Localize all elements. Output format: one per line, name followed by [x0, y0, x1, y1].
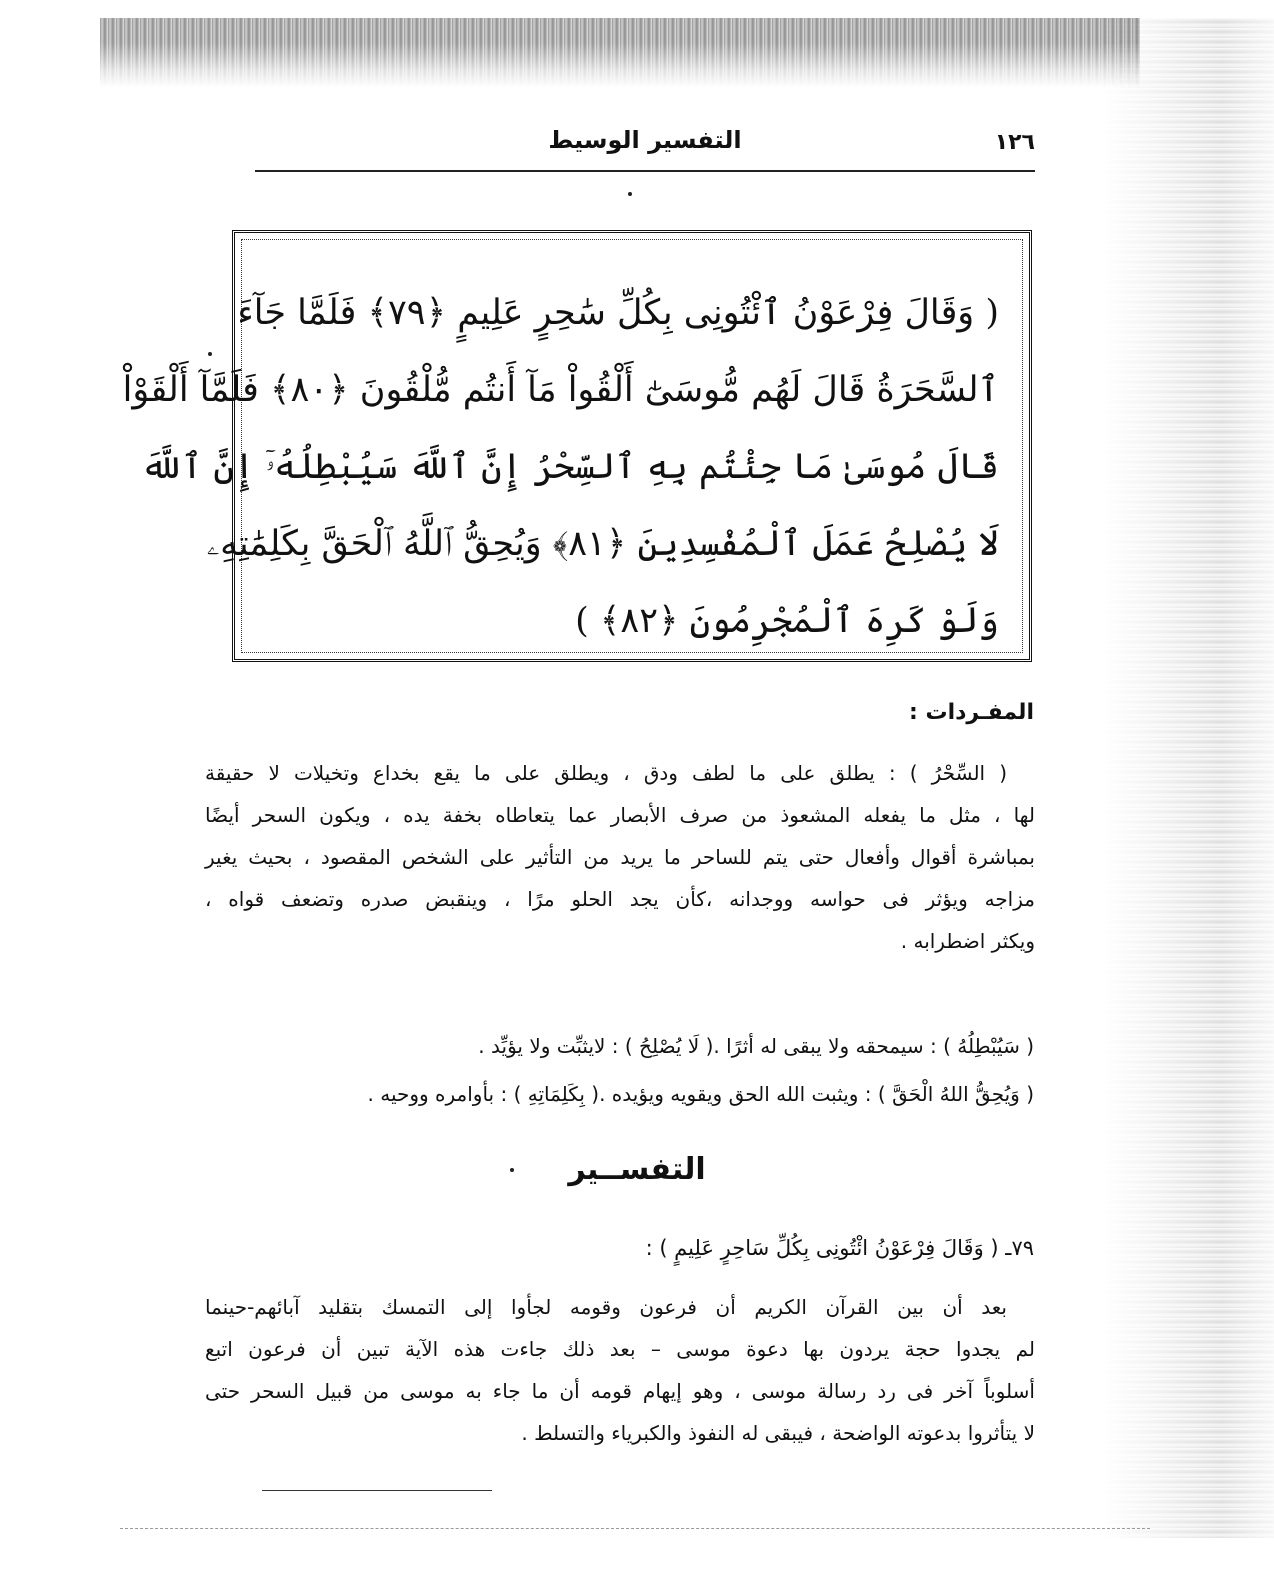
tafsir-paragraph [205, 1286, 1035, 1454]
paragraph-line: أسلوباً آخر فى رد رسالة موسى ، وهو إيهام قومه أن ما جاء به موسى من قبيل السحر حتى [205, 1379, 1035, 1403]
footnote-rule [262, 1490, 492, 1491]
verse-line: ٱلسَّحَرَةُ قَالَ لَهُم مُّوسَىٰٓ أَلْقُواْ مَآ أَنتُم مُّلْقُونَ ﴿٨٠﴾ فَلَمَّآ أَلْقَوْاْ [122, 370, 999, 410]
stray-print-mark [208, 352, 212, 356]
paragraph-line: لم يجدوا حجة يردون بها دعوة موسى – بعد ذلك جاءت هذه الآية تبين أن فرعون اتبع [205, 1337, 1035, 1361]
page-header [255, 118, 1035, 172]
scan-edge-bottom [120, 1528, 1150, 1529]
running-title: التفسير الوسيط [548, 126, 742, 154]
paragraph-line: لا يتأثروا بدعوته الواضحة ، فيبقى له النفوذ والكبرياء والتسلط . [521, 1421, 1035, 1445]
verse-line: قَالَ مُوسَىٰ مَا جِئْتُم بِهِ ٱلسِّحْرُ إِنَّ ٱللَّهَ سَيُبْطِلُهُۥٓ إِنَّ ٱللَّهَ [140, 447, 999, 487]
page-number: ١٢٦ [994, 130, 1035, 155]
tafsir-verse-reference: ٧٩ـ ( وَقَالَ فِرْعَوْنُ ائْتُونِى بِكُلِّ سَاحِرٍ عَلِيمٍ ) : [645, 1236, 1034, 1260]
vocabulary-heading: المفـردات : [909, 700, 1034, 725]
scan-shadow-top [100, 18, 1140, 88]
definition-line: ( سَيُبْطِلُهُ ) : سيمحقه ولا يبقى له أثرًا .( لَا يُصْلِحُ ) : لايثبِّت ولا يؤيِّد . [478, 1034, 1034, 1058]
paragraph-line: ( السِّحْرُ ) : يطلق على ما لطف ودق ، ويطلق على ما يقع بخداع وتخيلات لا حقيقة [205, 761, 1007, 785]
paragraph-line: ويكثر اضطرابه . [900, 929, 1035, 953]
stray-print-mark [628, 192, 632, 196]
verse-line: ( وَقَالَ فِرْعَوْنُ ٱئْتُونِى بِكُلِّ سَٰحِرٍ عَلِيمٍ ﴿٧٩﴾ فَلَمَّا جَآءَ [237, 293, 999, 333]
definition-line: ( وَيُحِقُّ اللهُ الْحَقَّ ) : ويثبت الله الحق ويقويه ويؤيده .( بِكَلِمَاتِهِ ) : بأوامره ووحيه . [367, 1082, 1034, 1106]
paragraph-line: بمباشرة أقوال وأفعال حتى يتم للساحر ما يريد من التأثير على الشخص المقصود ، بحيث يغير [205, 845, 1035, 869]
quran-verse-box [122, 230, 1032, 662]
stray-print-mark [510, 1168, 514, 1172]
tafsir-heading: التفســير [568, 1152, 706, 1187]
scan-shadow-right [1100, 18, 1274, 1538]
verse-line: لَا يُصْلِحُ عَمَلَ ٱلْمُفْسِدِينَ ﴿٨١﴾ وَيُحِقُّ ٱللَّهُ ٱلْحَقَّ بِكَلِمَٰتِهِۦ [206, 524, 999, 564]
paragraph-line: لها ، مثل ما يفعله المشعوذ من صرف الأبصار عما يتعاطاه بخفة يده ، ويكون السحر أيضًا [205, 803, 1035, 827]
vocabulary-sihr-paragraph [205, 752, 1035, 962]
quran-verse-text [122, 275, 999, 660]
paragraph-line: بعد أن بين القرآن الكريم أن فرعون وقومه لجأوا إلى التمسك بتقليد آبائهم-حينما [205, 1295, 1007, 1319]
verse-line: وَلَوْ كَرِهَ ٱلْمُجْرِمُونَ ﴿٨٢﴾ ) [575, 601, 999, 641]
paragraph-line: مزاجه ويؤثر فى حواسه ووجدانه ،كأن يجد الحلو مرًا ، وينقبض صدره وتضعف قواه ، [205, 887, 1035, 911]
